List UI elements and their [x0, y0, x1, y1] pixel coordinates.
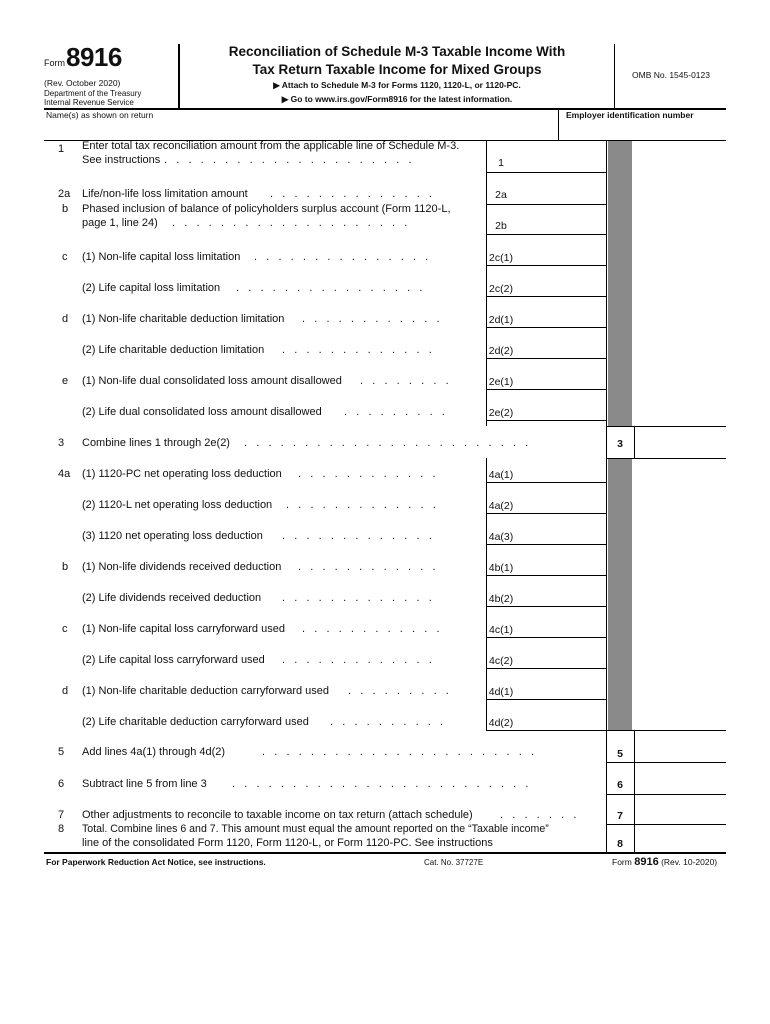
attach-instruction: ▶ Attach to Schedule M-3 for Forms 1120, 1120-L, or 1120-PC.	[273, 80, 521, 90]
line-4d2-box-label: 4d(2)	[488, 717, 514, 729]
line-2c2-text: (2) Life capital loss limitation	[82, 282, 221, 294]
line-3-box-label: 3	[617, 438, 623, 450]
line-4a3-text: (3) 1120 net operating loss deduction	[82, 530, 263, 542]
line-4c1-text: (1) Non-life capital loss carryforward used	[82, 623, 285, 635]
line-2c1-amount-input[interactable]	[518, 240, 604, 266]
catalog-number: Cat. No. 37727E	[424, 858, 484, 867]
line-7-number: 7	[58, 809, 65, 821]
line-3-number: 3	[58, 437, 65, 449]
footer-form-label: Form	[612, 857, 632, 867]
name-label: Name(s) as shown on return	[46, 110, 154, 120]
line-4a-number: 4a	[58, 468, 71, 480]
line-8-text-cont: line of the consolidated Form 1120, Form 1120-L, or Form 1120-PC. See instructions	[82, 837, 493, 849]
line-4a2-text: (2) 1120-L net operating loss deduction	[82, 499, 273, 511]
line-8-number: 8	[58, 823, 65, 835]
line-2c2-box-label: 2c(2)	[489, 283, 513, 295]
line-2a-box-label: 2a	[495, 189, 507, 201]
line-4c2-box-label: 4c(2)	[489, 655, 513, 667]
line-2b-number: b	[62, 203, 69, 215]
line-4c1-box-label: 4c(1)	[489, 624, 513, 636]
line-7-text: Other adjustments to reconcile to taxable income on tax return (attach schedule)	[82, 809, 473, 821]
line-4b2-box-label: 4b(2)	[488, 593, 514, 605]
line-2b-text: Phased inclusion of balance of policyholders surplus account (Form 1120-L,	[82, 203, 451, 215]
line-6-number: 6	[58, 778, 65, 790]
line-4b1-text: (1) Non-life dividends received deduction	[82, 561, 282, 573]
form-title-line1: Reconciliation of Schedule M-3 Taxable Income With	[228, 44, 566, 59]
department-label: Department of the Treasury	[44, 89, 142, 98]
line-1-text-cont: See instructions	[82, 154, 161, 166]
line-1-amount-input[interactable]	[518, 146, 604, 172]
footer-form-number: 8916	[634, 856, 659, 868]
line-2b-amount-input[interactable]	[518, 208, 604, 234]
line-4d-number: d	[62, 685, 69, 697]
line-3-amount-input[interactable]	[636, 428, 724, 454]
line-1-text: Enter total tax reconciliation amount from the applicable line of Schedule M-3.	[82, 140, 460, 152]
line-3-text: Combine lines 1 through 2e(2)	[82, 437, 230, 449]
line-5-number: 5	[58, 746, 65, 758]
line-5-box-label: 5	[617, 748, 623, 760]
ein-label: Employer identification number	[566, 110, 694, 120]
line-4a3-amount-input[interactable]	[518, 519, 604, 545]
line-2c1-text: (1) Non-life capital loss limitation	[82, 251, 241, 263]
ein-input[interactable]	[562, 118, 722, 138]
line-4b-number: b	[62, 561, 69, 573]
line-2e-number: e	[62, 375, 69, 387]
line-2e1-box-label: 2e(1)	[488, 376, 514, 388]
line-4c1-amount-input[interactable]	[518, 612, 604, 638]
line-4a1-text: (1) 1120-PC net operating loss deduction	[82, 468, 282, 480]
line-4b1-amount-input[interactable]	[518, 550, 604, 576]
line-2e2-text: (2) Life dual consolidated loss amount disallowed	[82, 406, 322, 418]
line-4d2-text: (2) Life charitable deduction carryforward used	[82, 716, 309, 728]
line-4d1-amount-input[interactable]	[518, 674, 604, 700]
form-title-line2: Tax Return Taxable Income for Mixed Groups	[252, 62, 542, 77]
line-6-box-label: 6	[617, 779, 623, 791]
line-2c1-box-label: 2c(1)	[489, 252, 513, 264]
line-2c2-amount-input[interactable]	[518, 271, 604, 297]
line-2e2-box-label: 2e(2)	[488, 407, 514, 419]
line-4d1-box-label: 4d(1)	[488, 686, 514, 698]
line-4b2-text: (2) Life dividends received deduction	[82, 592, 262, 604]
line-4a3-box-label: 4a(3)	[488, 531, 514, 543]
revision-date: (Rev. October 2020)	[44, 78, 121, 88]
line-4a1-box-label: 4a(1)	[488, 469, 514, 481]
line-2e1-text: (1) Non-life dual consolidated loss amount disallowed	[82, 375, 342, 387]
line-4d1-text: (1) Non-life charitable deduction carryforward used	[82, 685, 330, 697]
irs-label: Internal Revenue Service	[44, 98, 134, 107]
line-5-amount-input[interactable]	[636, 734, 724, 760]
line-2b-box-label: 2b	[495, 220, 507, 232]
line-2d2-box-label: 2d(2)	[488, 345, 514, 357]
line-8-amount-input[interactable]	[636, 826, 724, 852]
footer-revision: (Rev. 10-2020)	[661, 857, 718, 867]
shaded-area	[608, 141, 632, 426]
line-2d2-amount-input[interactable]	[518, 333, 604, 359]
line-4a1-amount-input[interactable]	[518, 457, 604, 483]
shaded-area	[608, 458, 632, 730]
omb-number: OMB No. 1545-0123	[632, 70, 710, 80]
line-2a-amount-input[interactable]	[518, 178, 604, 204]
line-2a-text: Life/non-life loss limitation amount	[82, 188, 248, 200]
line-4c2-amount-input[interactable]	[518, 643, 604, 669]
line-2d1-amount-input[interactable]	[518, 302, 604, 328]
line-2c-number: c	[62, 251, 68, 263]
paperwork-notice: For Paperwork Reduction Act Notice, see instructions.	[46, 857, 266, 867]
line-4a2-box-label: 4a(2)	[488, 500, 514, 512]
line-4b1-box-label: 4b(1)	[488, 562, 514, 574]
goto-instruction: ▶ Go to www.irs.gov/Form8916 for the latest information.	[281, 94, 513, 104]
line-7-box-label: 7	[617, 810, 623, 822]
line-6-amount-input[interactable]	[636, 766, 724, 792]
line-4c2-text: (2) Life capital loss carryforward used	[82, 654, 265, 666]
line-2d-number: d	[62, 313, 69, 325]
form-label: Form	[44, 58, 65, 68]
line-4d2-amount-input[interactable]	[518, 705, 604, 731]
line-8-box-label: 8	[617, 838, 623, 850]
line-2d1-box-label: 2d(1)	[488, 314, 514, 326]
line-2e2-amount-input[interactable]	[518, 395, 604, 421]
line-4c-number: c	[62, 623, 68, 635]
line-2a-number: 2a	[58, 188, 71, 200]
footer-form-id	[612, 856, 717, 868]
line-4a2-amount-input[interactable]	[518, 488, 604, 514]
line-8-text: Total. Combine lines 6 and 7. This amount must equal the amount reported on the “Taxable income”	[82, 823, 549, 835]
line-2d1-text: (1) Non-life charitable deduction limitation	[82, 313, 285, 325]
line-1-box-label: 1	[498, 157, 504, 169]
line-6-text: Subtract line 5 from line 3	[82, 778, 207, 790]
line-2d2-text: (2) Life charitable deduction limitation	[82, 344, 265, 356]
line-7-amount-input[interactable]	[636, 798, 724, 824]
name-input[interactable]	[46, 118, 554, 138]
line-2b-text-cont: page 1, line 24)	[82, 217, 158, 229]
form-number: 8916	[66, 42, 122, 72]
leader-dots: . . . . . . . . . . . . . . . . . . . . .	[164, 154, 412, 166]
line-5-text: Add lines 4a(1) through 4d(2)	[82, 746, 226, 758]
line-4b2-amount-input[interactable]	[518, 581, 604, 607]
line-1-number: 1	[58, 143, 65, 155]
line-2e1-amount-input[interactable]	[518, 364, 604, 390]
